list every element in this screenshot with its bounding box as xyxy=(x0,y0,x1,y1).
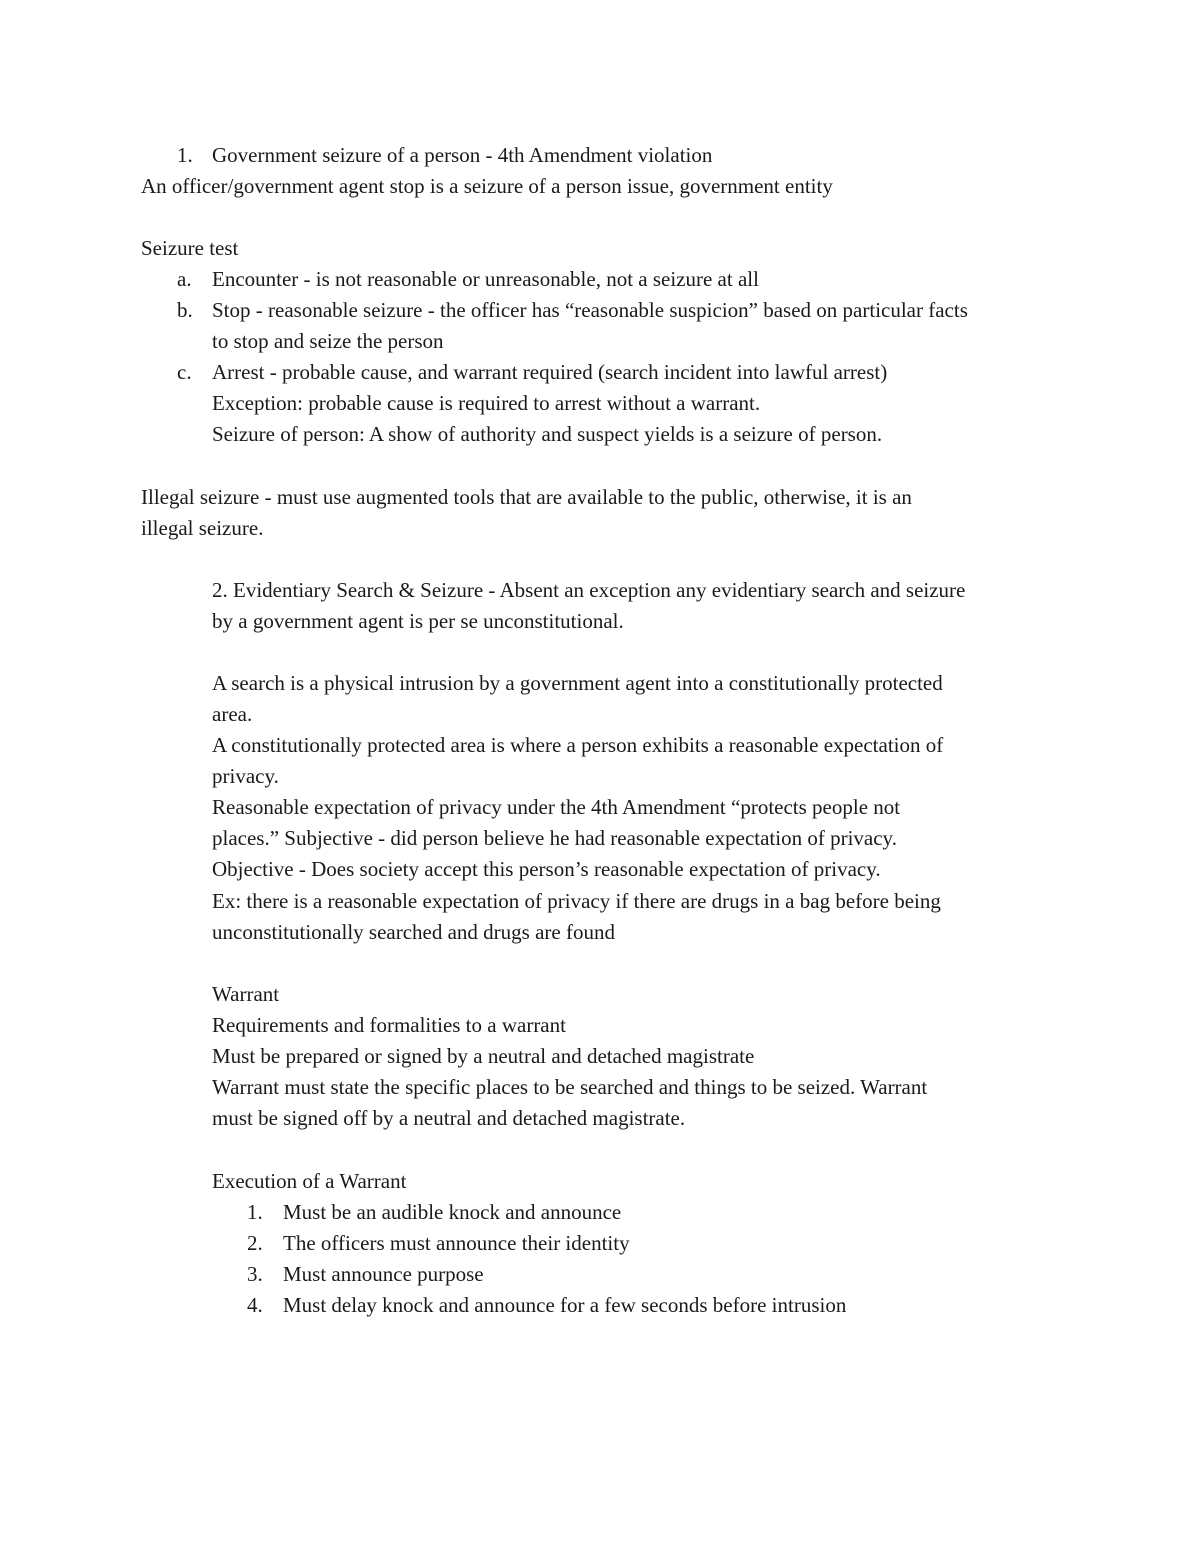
search-text: Ex: there is a reasonable expectation of privacy if there are drugs in a bag before being xyxy=(212,889,941,913)
section-heading: Government seizure of a person - 4th Amendment violation xyxy=(212,143,713,167)
warrant-title: Warrant xyxy=(212,982,280,1006)
execution-marker: 3. xyxy=(247,1262,263,1286)
search-text: privacy. xyxy=(212,764,279,788)
search-text: places.” Subjective - did person believe he had reasonable expectation of privacy. xyxy=(212,826,897,850)
execution-marker: 2. xyxy=(247,1231,263,1255)
search-text: area. xyxy=(212,702,253,726)
search-text: A search is a physical intrusion by a government agent into a constitutionally protected xyxy=(212,671,943,695)
list-item-text: to stop and seize the person xyxy=(212,329,444,353)
list-marker: a. xyxy=(177,267,192,291)
illegal-seizure-text: Illegal seizure - must use augmented tools that are available to the public, otherwise, it is an xyxy=(141,485,912,509)
execution-title: Execution of a Warrant xyxy=(212,1169,407,1193)
search-text: Objective - Does society accept this person’s reasonable expectation of privacy. xyxy=(212,857,881,881)
section2-heading: by a government agent is per se unconstitutional. xyxy=(212,609,624,633)
execution-item-text: The officers must announce their identity xyxy=(283,1231,630,1255)
search-text: unconstitutionally searched and drugs are found xyxy=(212,920,615,944)
warrant-text: must be signed off by a neutral and detached magistrate. xyxy=(212,1106,686,1130)
warrant-text: Requirements and formalities to a warrant xyxy=(212,1013,566,1037)
section2-heading: 2. Evidentiary Search & Seizure - Absent an exception any evidentiary search and seizure xyxy=(212,578,966,602)
list-item-text: Encounter - is not reasonable or unreasonable, not a seizure at all xyxy=(212,267,759,291)
illegal-seizure-text: illegal seizure. xyxy=(141,516,264,540)
list-item-text: Exception: probable cause is required to arrest without a warrant. xyxy=(212,391,761,415)
list-item-text: Arrest - probable cause, and warrant required (search incident into lawful arrest) xyxy=(212,360,888,384)
seizure-test-title: Seizure test xyxy=(141,236,239,260)
heading-number: 1. xyxy=(177,143,193,167)
search-text: Reasonable expectation of privacy under the 4th Amendment “protects people not xyxy=(212,795,901,819)
execution-marker: 1. xyxy=(247,1200,263,1224)
list-item-text: Seizure of person: A show of authority and suspect yields is a seizure of person. xyxy=(212,422,883,446)
execution-marker: 4. xyxy=(247,1293,263,1317)
intro-text: An officer/government agent stop is a seizure of a person issue, government entity xyxy=(141,174,833,198)
search-text: A constitutionally protected area is where a person exhibits a reasonable expectation of xyxy=(212,733,944,757)
execution-item-text: Must announce purpose xyxy=(283,1262,484,1286)
list-item-text: Stop - reasonable seizure - the officer has “reasonable suspicion” based on particular facts xyxy=(212,298,968,322)
warrant-text: Must be prepared or signed by a neutral and detached magistrate xyxy=(212,1044,755,1068)
list-marker: b. xyxy=(177,298,193,322)
list-marker: c. xyxy=(177,360,192,384)
execution-item-text: Must be an audible knock and announce xyxy=(283,1200,622,1224)
execution-item-text: Must delay knock and announce for a few seconds before intrusion xyxy=(283,1293,847,1317)
warrant-text: Warrant must state the specific places to be searched and things to be seized. Warrant xyxy=(212,1075,928,1099)
